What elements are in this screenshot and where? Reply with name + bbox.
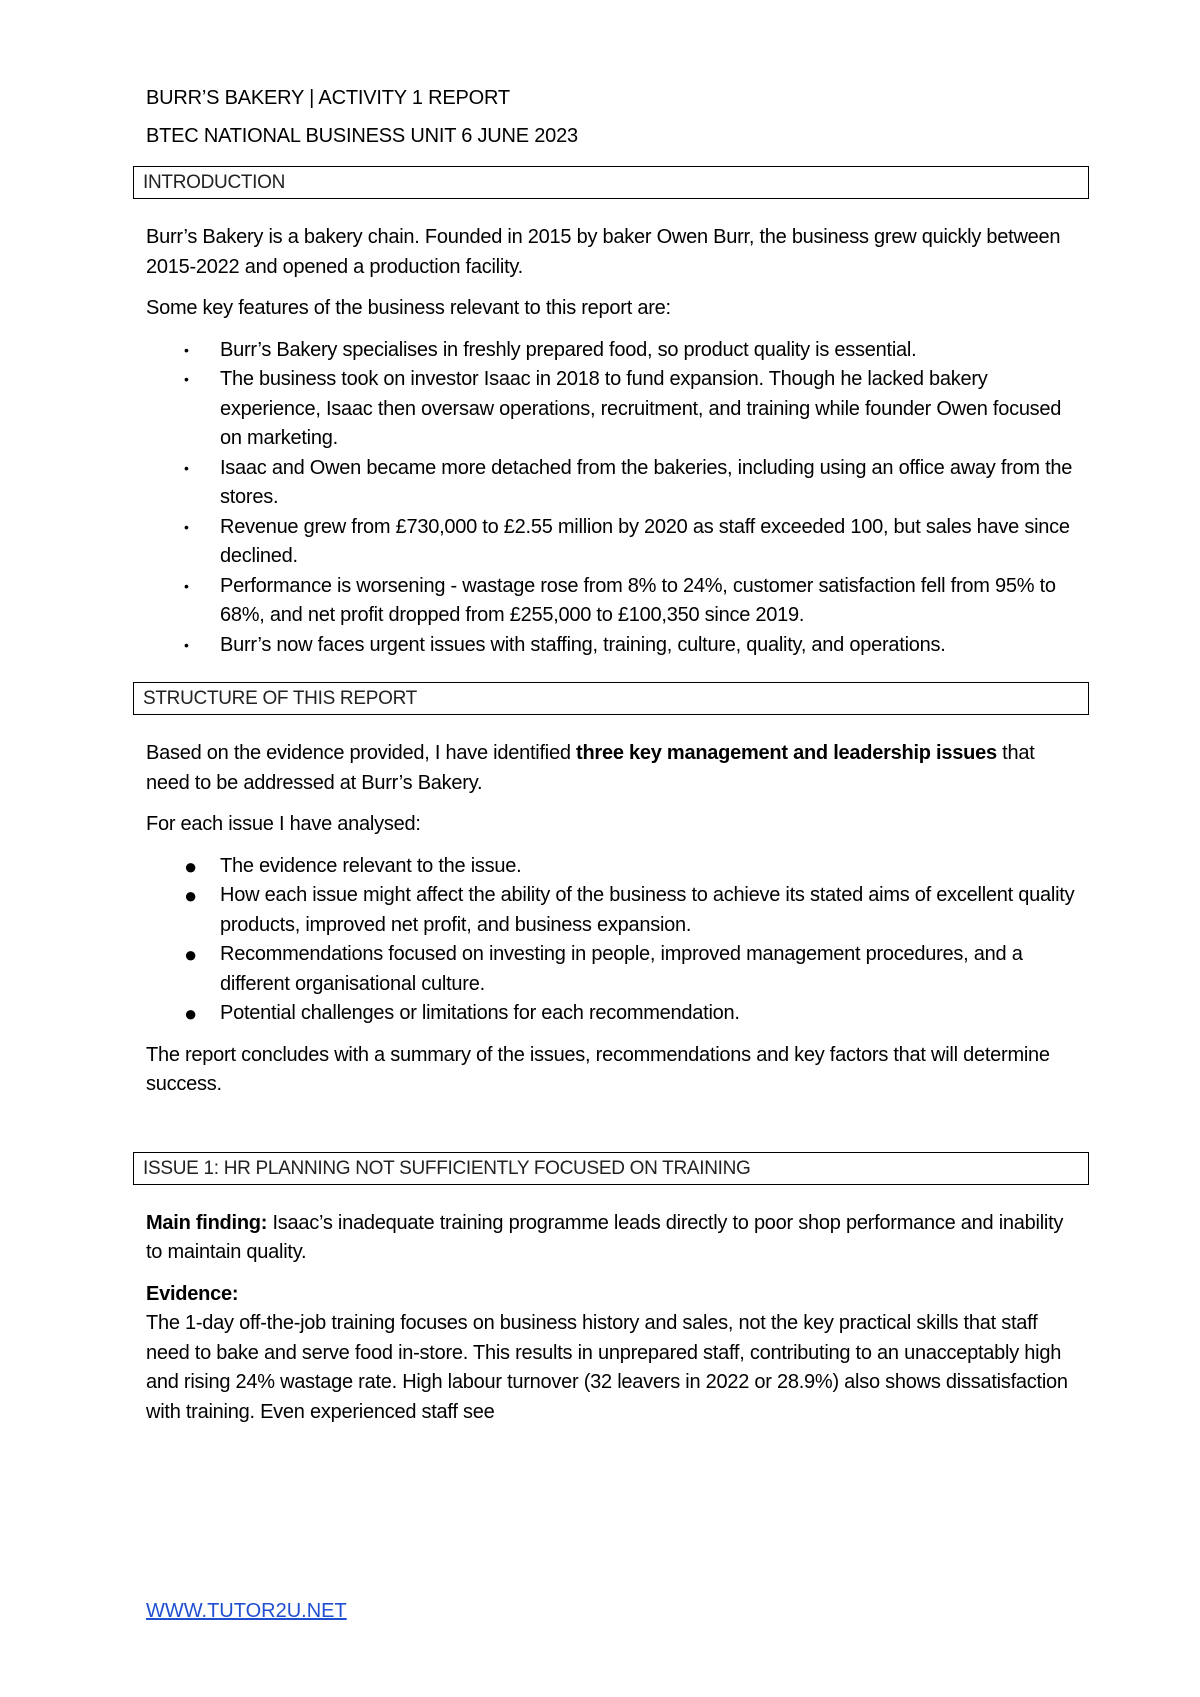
- structure-paragraph: Based on the evidence provided, I have identified three key management and leadership issues that need to be addressed at Burr’s Bakery.: [146, 742, 1035, 794]
- list-item: • The business took on investor Isaac in 2018 to fund expansion. Though he lacked bakery experience, Isaac then oversaw operations, recruitment, and training while founder Owen focused on marketing.: [146, 365, 1076, 454]
- bullet-icon: •: [184, 518, 189, 535]
- intro-bullet-list: [146, 336, 1076, 661]
- list-item: • Revenue grew from £730,000 to £2.55 million by 2020 as staff exceeded 100, but sales have since declined.: [146, 513, 1076, 572]
- list-item: ● How each issue might affect the ability of the business to achieve its stated aims of excellent quality products, improved net profit, and business expansion.: [184, 883, 1075, 936]
- list-item: ● Potential challenges or limitations for each recommendation.: [146, 999, 1076, 1029]
- bullet-icon: ●: [184, 1001, 198, 1026]
- bullet-icon: •: [184, 459, 189, 476]
- bullet-icon: •: [184, 341, 189, 358]
- footer-link[interactable]: WWW.TUTOR2U.NET: [146, 1600, 347, 1622]
- bullet-icon: ●: [184, 883, 198, 908]
- section-heading-structure: STRUCTURE OF THIS REPORT: [133, 682, 1089, 715]
- section-heading-issue-1: ISSUE 1: HR PLANNING NOT SUFFICIENTLY FOCUSED ON TRAINING: [133, 1152, 1089, 1185]
- document-page: [143, 84, 1076, 1439]
- structure-conclusion: The report concludes with a summary of the issues, recommendations and key factors that will determine success.: [146, 1043, 1050, 1095]
- bullet-icon: •: [184, 636, 189, 653]
- intro-paragraph: Burr’s Bakery is a bakery chain. Founded in 2015 by baker Owen Burr, the business grew quickly between 2015-2022 and opened a production facility.: [146, 226, 1061, 278]
- list-item: ● Recommendations focused on investing in people, improved management procedures, and a different organisational culture.: [184, 942, 1023, 995]
- list-item: • Burr’s Bakery specialises in freshly prepared food, so product quality is essential.: [146, 336, 1076, 366]
- report-title: BURR’S BAKERY | ACTIVITY 1 REPORT: [146, 87, 510, 109]
- section-heading-introduction: INTRODUCTION: [133, 166, 1089, 199]
- bullet-icon: •: [184, 371, 189, 387]
- bullet-icon: •: [184, 577, 189, 594]
- structure-bullet-list: [146, 852, 1076, 1029]
- list-item: • Performance is worsening - wastage rose from 8% to 24%, customer satisfaction fell from 95% to 68%, and net profit dropped from £255,000 to £100,350 since 2019.: [146, 572, 1076, 631]
- report-subtitle: BTEC NATIONAL BUSINESS UNIT 6 JUNE 2023: [146, 125, 578, 147]
- evidence-label: Evidence:: [146, 1282, 239, 1305]
- evidence-paragraph: The 1-day off-the-job training focuses on business history and sales, not the key practical skills that staff need to bake and serve food in-store. This results in unprepared staff, contributing to an unacceptably high and rising 24% wastage rate. High labour turnover (32 leavers in 2022 or 28.9%) also shows dissatisfaction with training. Even experienced staff see: [146, 1312, 1068, 1423]
- list-item: • Isaac and Owen became more detached from the bakeries, including using an office away from the stores.: [146, 454, 1076, 513]
- intro-lead: Some key features of the business relevant to this report are:: [146, 297, 671, 319]
- structure-lead: For each issue I have analysed:: [146, 813, 421, 835]
- list-item: ● The evidence relevant to the issue.: [146, 852, 1076, 882]
- main-finding: Main finding: Isaac’s inadequate training programme leads directly to poor shop performance and inability to maintain quality.: [146, 1211, 1064, 1263]
- list-item: • Burr’s now faces urgent issues with staffing, training, culture, quality, and operations.: [146, 631, 1076, 661]
- bullet-icon: ●: [184, 853, 198, 879]
- bullet-icon: ●: [184, 942, 198, 967]
